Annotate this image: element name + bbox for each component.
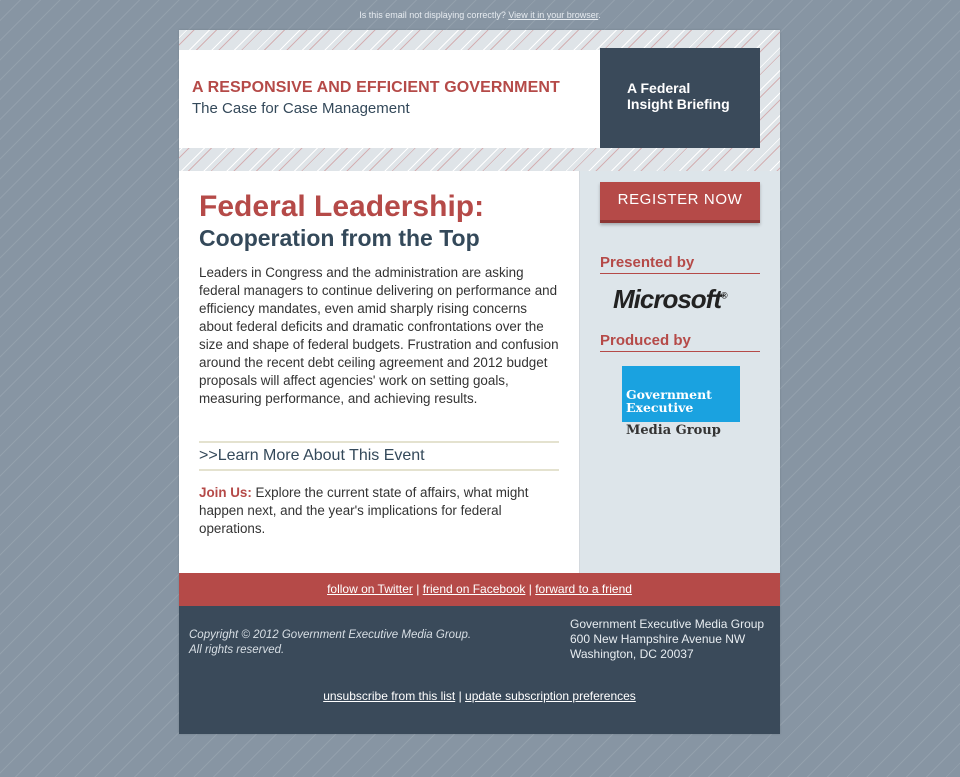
copyright-notice [189, 628, 471, 658]
sidebar [580, 171, 780, 573]
ge-media-group-text: Media Group [626, 423, 721, 438]
address-line2: 600 New Hampshire Avenue NW [570, 632, 746, 646]
address-line3: Washington, DC 20037 [570, 647, 694, 661]
follow-twitter-link[interactable]: follow on Twitter [327, 582, 413, 596]
browser-view-text: Is this email not displaying correctly? [359, 10, 506, 20]
presented-by-label: Presented by [600, 254, 760, 274]
unsubscribe-link[interactable]: unsubscribe from this list [323, 689, 456, 703]
learn-more-link[interactable]: >>Learn More About This Event [199, 441, 559, 471]
social-separator: | [525, 582, 536, 596]
update-preferences-link[interactable]: update subscription preferences [465, 689, 636, 703]
produced-by-label: Produced by [600, 332, 760, 352]
view-in-browser-link[interactable]: View it in your browser [508, 10, 599, 20]
copyright-line1: Copyright © 2012 Government Executive Media Group. [189, 629, 472, 641]
briefing-badge-line1: A Federal [627, 80, 691, 96]
event-description: Leaders in Congress and the administration are asking federal managers to continue delivering on performance and efficiency mandates, even amid sharply rising concerns about federal deficits and dramatic confrontations over the size and shape of federal budgets. Frustration and confusion around the recent debt ceiling agreement and 2012 budget proposals will affect agencies' work on setting goals, measuring performance, and achieving results. [199, 265, 559, 406]
government-executive-logo [622, 366, 740, 422]
briefing-badge [600, 48, 760, 148]
join-us-paragraph [199, 484, 564, 538]
header-subtitle: The Case for Case Management [192, 100, 410, 117]
main-content [179, 171, 580, 573]
header-title-panel [179, 50, 600, 148]
copyright-line2: All rights reserved. [189, 644, 285, 656]
footer-separator: | [455, 689, 466, 703]
ge-logo-line1: Government [626, 387, 712, 402]
briefing-badge-line2: Insight Briefing [627, 96, 730, 112]
ge-logo-line2: Executive [626, 400, 694, 415]
social-links-bar [179, 573, 780, 606]
register-now-button[interactable]: REGISTER NOW [600, 182, 760, 223]
browser-view-note [0, 10, 960, 20]
forward-friend-link[interactable]: forward to a friend [535, 582, 632, 596]
headline-primary: Federal Leadership: [199, 190, 485, 223]
address-line1: Government Executive Media Group [570, 617, 765, 631]
ge-logo-text [626, 388, 712, 414]
headline-secondary: Cooperation from the Top [199, 225, 480, 251]
mailing-address [570, 617, 764, 662]
microsoft-logo-text: Microsoft [613, 284, 721, 314]
briefing-badge-text [627, 80, 757, 112]
join-us-label: Join Us: [199, 485, 252, 500]
subscription-links [179, 689, 780, 703]
microsoft-registered-mark: ® [721, 290, 728, 301]
email-container [179, 30, 780, 734]
microsoft-logo [613, 284, 728, 315]
header-title: A RESPONSIVE AND EFFICIENT GOVERNMENT [192, 79, 560, 96]
social-separator: | [412, 582, 423, 596]
browser-view-suffix: . [598, 10, 601, 20]
friend-facebook-link[interactable]: friend on Facebook [422, 582, 526, 596]
footer [179, 606, 780, 734]
join-us-text: Explore the current state of affairs, what might happen next, and the year's implications for federal operations. [199, 485, 529, 536]
header-banner [179, 30, 780, 171]
